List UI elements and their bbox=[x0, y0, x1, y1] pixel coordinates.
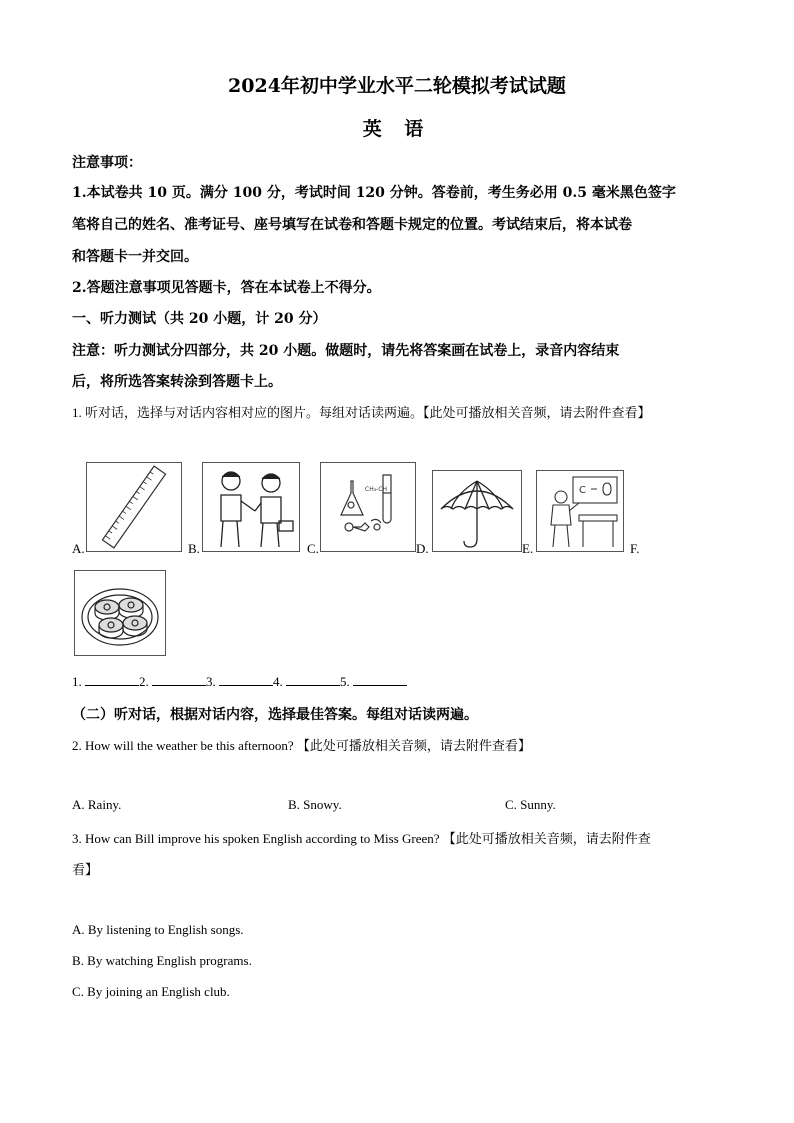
picture-f-label: F. bbox=[630, 541, 640, 556]
q3-question-line2: 看】 bbox=[72, 862, 99, 877]
picture-d-label: D. bbox=[416, 541, 429, 556]
q2-option-b[interactable]: B. Snowy. bbox=[288, 797, 342, 812]
notice-item2: 2.答题注意事项见答题卡，答在本试卷上不得分。 bbox=[72, 280, 381, 296]
picture-e bbox=[536, 470, 624, 552]
answer-blank-2[interactable] bbox=[152, 673, 206, 686]
picture-a-label: A. bbox=[72, 541, 85, 556]
picture-f bbox=[74, 570, 166, 656]
answer-blank-1[interactable] bbox=[85, 673, 139, 686]
section1-note-line2: 后，将所选答案转涂到答题卡上。 bbox=[72, 374, 282, 390]
blank-label-5: 5. bbox=[340, 674, 350, 689]
q3-option-c[interactable]: C. By joining an English club. bbox=[72, 984, 230, 999]
part2-heading: （二）听对话，根据对话内容，选择最佳答案。每组对话读两遍。 bbox=[72, 707, 478, 723]
ruler-icon bbox=[87, 463, 181, 551]
picture-c-label: C. bbox=[307, 541, 319, 556]
q3-question-line1: 3. How can Bill improve his spoken English according to Miss Green? 【此处可播放相关音频，请去附件查 bbox=[72, 831, 651, 846]
svg-text:C: C bbox=[579, 485, 586, 496]
exam-title: 2024年初中学业水平二轮模拟考试试题 bbox=[228, 75, 566, 97]
picture-c bbox=[320, 462, 416, 552]
answer-blank-4[interactable] bbox=[286, 673, 340, 686]
answer-blank-3[interactable] bbox=[219, 673, 273, 686]
notice-item1-line3: 和答题卡一并交回。 bbox=[72, 249, 198, 265]
svg-text:CH₃-CH: CH₃-CH bbox=[365, 486, 387, 493]
q1-instruction: 1. 听对话，选择与对话内容相对应的图片。每组对话读两遍。【此处可播放相关音频，请去附件查看】 bbox=[72, 405, 651, 420]
q2-option-c[interactable]: C. Sunny. bbox=[505, 797, 556, 812]
picture-d bbox=[432, 470, 522, 552]
q3-option-b[interactable]: B. By watching English programs. bbox=[72, 953, 252, 968]
notice-heading: 注意事项： bbox=[72, 155, 142, 171]
picture-a bbox=[86, 462, 182, 552]
blank-label-2: 2. bbox=[139, 674, 149, 689]
blank-label-4: 4. bbox=[273, 674, 283, 689]
handshake-icon bbox=[203, 463, 299, 551]
q2-question: 2. How will the weather be this afternoon? 【此处可播放相关音频，请去附件查看】 bbox=[72, 738, 531, 753]
section1-note-line1: 注意：听力测试分四部分，共 20 小题。做题时，请先将答案画在试卷上，录音内容结束 bbox=[72, 343, 620, 359]
blank-label-3: 3. bbox=[206, 674, 216, 689]
picture-e-label: E. bbox=[522, 541, 534, 556]
blank-label-1: 1. bbox=[72, 674, 82, 689]
picture-b bbox=[202, 462, 300, 552]
notice-item1-line2: 笔将自己的姓名、准考证号、座号填写在试卷和答题卡规定的位置。考试结束后，将本试卷 bbox=[72, 217, 632, 233]
umbrella-icon bbox=[433, 471, 521, 551]
mooncakes-icon bbox=[75, 571, 165, 655]
q2-option-a[interactable]: A. Rainy. bbox=[72, 797, 122, 812]
answer-blank-5[interactable] bbox=[353, 673, 407, 686]
answer-blanks-row bbox=[72, 673, 407, 690]
notice-item1-line1: 1.本试卷共 10 页。满分 100 分，考试时间 120 分钟。答卷前，考生务必用 0.5 毫米黑色签字 bbox=[72, 185, 676, 201]
science-lab-icon bbox=[321, 463, 415, 551]
section1-heading: 一、听力测试（共 20 小题，计 20 分） bbox=[72, 311, 327, 327]
picture-b-label: B. bbox=[188, 541, 200, 556]
q3-option-a[interactable]: A. By listening to English songs. bbox=[72, 922, 244, 937]
subject-title: 英 语 bbox=[362, 118, 432, 140]
teacher-blackboard-icon bbox=[537, 471, 623, 551]
